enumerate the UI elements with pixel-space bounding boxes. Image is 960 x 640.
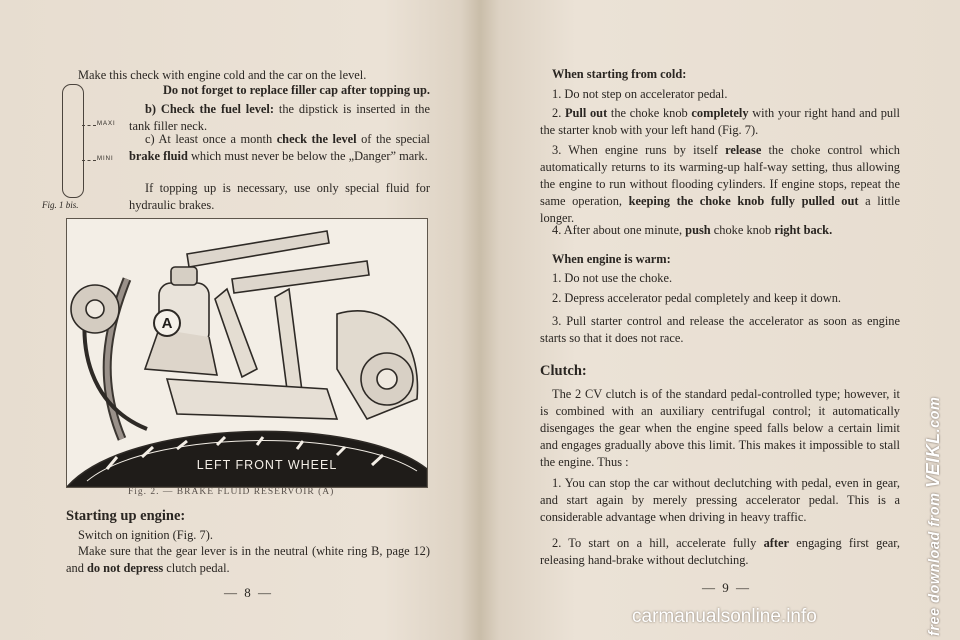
mini-label: MINI	[97, 156, 114, 162]
starting-heading: Starting up engine:	[66, 508, 186, 524]
dipstick-illustration	[62, 84, 84, 198]
item-c-bold2: brake fluid	[129, 149, 188, 163]
starting-step-2	[66, 543, 430, 577]
cold-4-b2: right back.	[774, 223, 833, 237]
footer-url: carmanualsonline.info	[632, 606, 817, 627]
page-number-right: — 9 —	[702, 580, 751, 595]
cold-heading: When starting from cold:	[552, 67, 687, 81]
right-page	[480, 0, 960, 640]
cold-2-mid1: the choke knob	[607, 106, 692, 120]
starting-2-bold: do not depress	[87, 561, 164, 575]
cold-2-b1: Pull out	[564, 106, 608, 120]
clutch-step-2	[540, 535, 900, 569]
clutch-2-rest: engaging first gear, releasing hand-brake without declutching.	[540, 536, 900, 567]
cold-2-b2: completely	[691, 106, 749, 120]
filler-cap-note	[129, 82, 430, 99]
warm-step-3: 3. Pull starter control and release the accelerator as soon as engine starts so that it does not race.	[540, 314, 900, 345]
wheel-label: LEFT FRONT WHEEL	[196, 458, 338, 472]
filler-cap-note-bold: Do not forget to replace filler cap after topping up.	[162, 83, 430, 97]
maxi-label: MAXI	[97, 121, 116, 127]
cold-3-pre: 3. When engine runs by itself	[552, 143, 726, 157]
starting-2-pre: Make sure that the gear lever is in the neutral (white ring B, page 12) and	[66, 544, 430, 575]
brake-fluid-figure	[66, 218, 428, 488]
engine-illustration	[67, 219, 427, 487]
item-c-mid: of the special	[356, 132, 430, 146]
cold-3-mid: the choke control which automatically returns to its warming-up half-way setting, thus allowing the engine to run without flooding cylinders. If engine stops, repeat the same operation,	[540, 143, 900, 208]
item-c	[129, 131, 430, 165]
item-b-bold: b) Check the fuel level:	[145, 102, 274, 116]
cold-3-b1: release	[725, 143, 762, 157]
cold-step-2	[540, 105, 900, 139]
cold-3-rest: a little longer.	[540, 194, 900, 225]
watermark-brand: VEIKL	[923, 432, 943, 488]
veikl-watermark	[923, 397, 944, 636]
clutch-step-1: 1. You can stop the car without declutching with pedal, even in gear, and start again by merely pressing accelerator pedal. This is a considerable advantage when driving in heavy traffic.	[540, 476, 900, 524]
cold-step-4	[540, 222, 900, 239]
clutch-heading: Clutch:	[540, 363, 587, 379]
page-number-left: — 8 —	[224, 585, 273, 600]
item-c-rest: which must never be below the „Danger” mark.	[187, 149, 428, 163]
cold-4-b1: push	[685, 223, 711, 237]
item-b-rest: the dipstick is inserted in the tank filler neck.	[129, 102, 430, 133]
watermark-suffix: .com	[927, 396, 943, 433]
maxi-tick	[82, 125, 96, 126]
cold-3-b2: keeping the choke knob fully pulled out	[628, 194, 859, 208]
fig-1bis-label: Fig. 1 bis.	[42, 200, 79, 210]
starting-step-1: Switch on ignition (Fig. 7).	[78, 528, 213, 542]
clutch-2-pre: 2. To start on a hill, accelerate fully	[552, 536, 764, 550]
starting-2-rest: clutch pedal.	[163, 561, 230, 575]
item-b	[129, 101, 430, 135]
cold-2-pre: 2.	[552, 106, 565, 120]
item-c-pre: c) At least once a month	[145, 132, 277, 146]
marker-a: A	[161, 315, 173, 332]
warm-step-1: 1. Do not use the choke.	[552, 271, 673, 285]
item-c-bold1: check the level	[276, 132, 357, 146]
intro-text: Make this check with engine cold and the car on the level.	[78, 68, 367, 82]
clutch-paragraph: The 2 CV clutch is of the standard pedal-controlled type; however, it is combined with an auxiliary centrifugal control; it automatically disengages the gear when the engine speed falls below a certain limit and engages gradually above this limit. This makes it impossible to stall the engine. Thus :	[540, 387, 900, 469]
mini-tick	[82, 160, 96, 161]
cold-step-3	[540, 142, 900, 227]
warm-heading: When engine is warm:	[552, 252, 671, 266]
topping-text: If topping up is necessary, use only special fluid for hydraulic brakes.	[129, 181, 430, 212]
watermark-prefix: free download from	[927, 487, 943, 636]
clutch-2-bold: after	[763, 536, 790, 550]
warm-step-2: 2. Depress accelerator pedal completely and keep it down.	[552, 291, 841, 305]
cold-4-pre: 4. After about one minute,	[552, 223, 686, 237]
cold-4-mid: choke knob	[710, 223, 775, 237]
cold-step-1: 1. Do not step on accelerator pedal.	[552, 87, 728, 101]
figure-caption: Fig. 2. — BRAKE FLUID RESERVOIR (A)	[128, 487, 335, 497]
cold-2-rest: with your right hand and pull the starter knob with your left hand (Fig. 7).	[540, 106, 900, 137]
